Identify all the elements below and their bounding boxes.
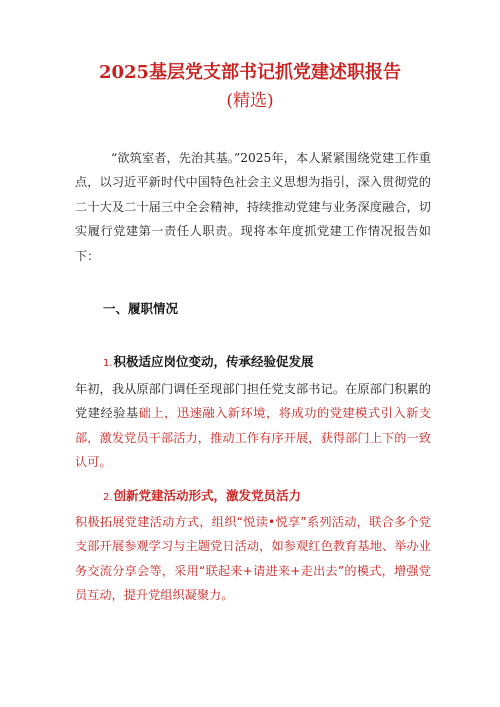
paragraph-2: 积极拓展党建活动方式，组织“悦读•悦享”系列活动，联合多个党支部开展参观学习与主题党日活动，如参观红色教育基地、举办业务交流分享会等，采用“联起来+请进来+走出去”的模式，增强党员互动，提升党组织凝聚力。 — [75, 515, 431, 603]
paragraph-1-dark-text: 年初，我从原部门调任至现部门担任党支部书记。在原部门积累的党建经验基 — [75, 382, 431, 421]
intro-paragraph: “欲筑室者，先治其基。”2025年，本人紧紧围绕党建工作重点，以习近平新时代中国特色社会主义思想为指引，深入贯彻党的二十大及二十届三中全会精神，持续推动党建与业务深度融合，切实履行党建第一责任人职责。现将本年度抓党建工作情况报告如下： — [75, 151, 431, 263]
subheading-1 — [103, 352, 314, 370]
subheading-2-text: 创新党建活动形式，激发党员活力 — [113, 488, 302, 503]
subheading-2 — [103, 486, 301, 504]
subheading-2-number: 2. — [103, 492, 113, 503]
document-title: 2025基层党支部书记抓党建述职报告 — [98, 62, 402, 83]
subheading-1-number: 1. — [103, 358, 113, 369]
document-subtitle: (精选) — [226, 91, 274, 111]
subheading-1-text: 积极适应岗位变动，传承经验促发展 — [113, 354, 314, 369]
section-heading-performance: 一、履职情况 — [103, 301, 179, 316]
paragraph-1 — [75, 377, 431, 475]
paragraph-1-red-text: 础上，迅速融入新环境，将成功的党建模式引入新支部，激发党员干部活力，推动工作有序开展，获得部门上下的一致认可。 — [75, 406, 432, 470]
